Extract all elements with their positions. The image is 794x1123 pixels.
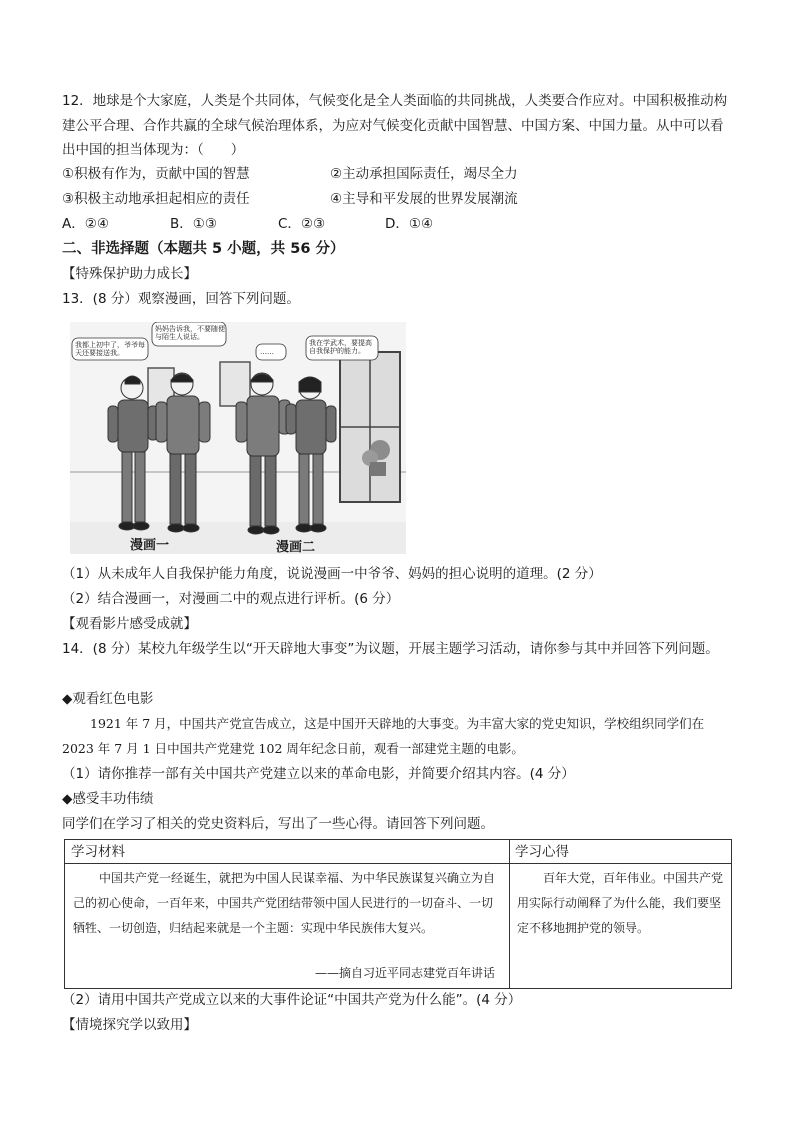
q12-option-4: ④主导和平发展的世界发展潮流 (330, 191, 518, 207)
q14-stem: 14．(8 分）某校九年级学生以“开天辟地大事变”为议题，开展主题学习活动，请你参与其中并回答下列问题。 (62, 641, 719, 657)
study-material-table (64, 839, 732, 989)
q14-sub1: （1）请你推荐一部有关中国共产党建立以来的革命电影，并简要介绍其内容。(4 分） (62, 766, 575, 782)
q14-activity-1: ◆观看红色电影 (62, 691, 154, 707)
comic-bubble-1: 我都上初中了，爷爷每天还要接送我。 (75, 341, 145, 357)
q12-option-2: ②主动承担国际责任，竭尽全力 (330, 166, 518, 182)
q13-sub2: （2）结合漫画一，对漫画二中的观点进行评析。(6 分） (62, 591, 400, 607)
section-title: 二、非选择题（本题共 5 小题，共 56 分） (62, 241, 345, 257)
q12-option-1: ①积极有作为，贡献中国的智慧 (62, 166, 250, 182)
q14-lead: 同学们在学习了相关的党史资料后，写出了一些心得。请回答下列问题。 (62, 816, 494, 832)
comic-label-1: 漫画一 (130, 538, 170, 553)
theme-situational: 【情境探究学以致用】 (62, 1017, 197, 1033)
q12-option-3: ③积极主动地承担起相应的责任 (62, 191, 250, 207)
table-reflection-text: 百年大党，百年伟业。中国共产党用实际行动阐释了为什么能，我们要坚定不移地拥护党的领导。 (517, 871, 724, 935)
q14-intro: 1921 年 7 月，中国共产党宣告成立，这是中国开天辟地的大事变。为丰富大家的党史知识，学校组织同学们在 2023 年 7 月 1 日中国共产党建党 102 周年纪念日前，观看一部建党主题的电影。 (62, 716, 705, 756)
theme-movie: 【观看影片感受成就】 (62, 616, 197, 632)
q12-choice-c: C．②③ (278, 216, 326, 232)
q14-activity-2: ◆感受丰功伟绩 (62, 791, 154, 807)
q12-choice-b: B．①③ (170, 216, 217, 232)
q14-sub2: （2）请用中国共产党成立以来的大事件论证“中国共产党为什么能”。(4 分） (62, 992, 522, 1008)
q13-stem: 13．(8 分）观察漫画，回答下列问题。 (62, 291, 300, 307)
table-header-material: 学习材料 (65, 840, 509, 864)
table-material-text: 中国共产党一经诞生，就把为中国人民谋幸福、为中华民族谋复兴确立为自己的初心使命，一百年来，中国共产党团结带领中国人民进行的一切奋斗、一切牺牲、一切创造，归结起来就是一个主题：实现中华民族伟大复兴。 (73, 871, 496, 935)
theme-special-protection: 【特殊保护助力成长】 (62, 266, 197, 282)
q12-choice-a: A．②④ (62, 216, 109, 232)
q12-stem: 12．地球是个大家庭，人类是个共同体，气候变化是全人类面临的共同挑战，人类要合作应对。中国积极推动构建公平合理、合作共赢的全球气候治理体系，为应对气候变化贡献中国智慧、中国方案、中国力量。从中可以看出中国的担当体现为：（ ） (62, 93, 728, 158)
table-material-source: ——摘自习近平同志建党百年讲话 (315, 966, 496, 980)
q12-choice-d: D．①④ (385, 216, 434, 232)
q13-sub1: （1）从未成年人自我保护能力角度，说说漫画一中爷爷、妈妈的担心说明的道理。(2 分） (62, 566, 602, 582)
comic-bubble-3: …… (260, 348, 274, 356)
comic-bubble-2: 妈妈告诉我，不要随便与陌生人说话。 (155, 325, 225, 341)
table-header-reflection: 学习心得 (509, 840, 731, 864)
comic-label-2: 漫画二 (276, 540, 316, 554)
comic-illustration (70, 322, 406, 554)
comic-bubble-4: 我在学武术，要提高自我保护的能力。 (309, 339, 372, 355)
